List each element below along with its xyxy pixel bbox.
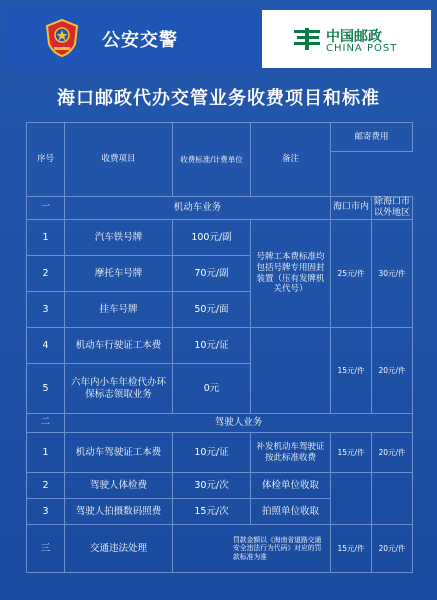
china-post-logo-icon [292, 27, 322, 51]
postage-local: 15元/件 [331, 525, 372, 573]
row-fee: 10元/证 [173, 328, 251, 364]
row-item: 交通违法处理 [65, 525, 173, 573]
table-header-row [27, 123, 413, 152]
postage-other-empty [372, 473, 413, 525]
row-fee: 10元/证 [173, 433, 251, 473]
section-row [27, 196, 413, 220]
row-fee: 15元/次 [173, 499, 251, 525]
postage-sub-header: 海口市内 [331, 196, 372, 220]
row-no: 2 [27, 473, 65, 499]
table-row [27, 433, 413, 473]
row-item: 六年内小车年检代办环保标志领取业务 [65, 364, 173, 414]
police-banner [6, 10, 262, 68]
row-item: 摩托车号牌 [65, 256, 173, 292]
postage-local: 15元/件 [331, 328, 372, 414]
row-remark-empty [251, 328, 331, 414]
row-remark: 体检单位收取 [251, 473, 331, 499]
row-item: 机动车行驶证工本费 [65, 328, 173, 364]
row-fee: 70元/副 [173, 256, 251, 292]
table-row [27, 220, 413, 256]
row-no: 3 [27, 292, 65, 328]
row-no: 5 [27, 364, 65, 414]
row-no: 4 [27, 328, 65, 364]
header-standard: 收费标准/计费单位 [173, 123, 251, 197]
row-no: 三 [27, 525, 65, 573]
row-no: 3 [27, 499, 65, 525]
row-item: 机动车驾驶证工本费 [65, 433, 173, 473]
postage-sub-header: 除海口市以外地区 [372, 196, 413, 220]
row-fee: 0元 [173, 364, 251, 414]
postage-other: 30元/件 [372, 220, 413, 328]
fee-table [26, 122, 413, 573]
header-banner [6, 10, 431, 68]
section-no: 二 [27, 414, 65, 433]
postage-other: 20元/件 [372, 433, 413, 473]
row-no: 2 [27, 256, 65, 292]
china-post-name-en: CHINA POST [326, 43, 398, 54]
police-label: 公安交警 [102, 30, 178, 51]
row-remark: 号牌工本费标准均包括号牌专用固封装置（压有发牌机关代号） [251, 220, 331, 328]
section-row [27, 414, 413, 433]
table-row [27, 328, 413, 364]
postage-other: 20元/件 [372, 525, 413, 573]
row-remark: 拍照单位收取 [251, 499, 331, 525]
police-badge-icon [44, 18, 80, 58]
row-item: 汽车铁号牌 [65, 220, 173, 256]
postage-local: 25元/件 [331, 220, 372, 328]
row-remark: 补发机动车驾驶证按此标准收费 [251, 433, 331, 473]
table-row [27, 525, 413, 573]
row-item: 驾驶人拍摄数码照费 [65, 499, 173, 525]
row-fee: 100元/副 [173, 220, 251, 256]
section-no: 一 [27, 196, 65, 220]
row-fee: 30元/次 [173, 473, 251, 499]
table-row [27, 473, 413, 499]
header-postage: 邮寄费用 [331, 123, 413, 152]
row-no: 1 [27, 220, 65, 256]
postage-local-empty [331, 473, 372, 525]
section-title: 机动车业务 [65, 196, 331, 220]
row-item: 驾驶人体检费 [65, 473, 173, 499]
row-remark: 罚款金额以《海南省道路交通安全违法行为代码》对应的罚款标准为准 [173, 525, 331, 573]
row-fee: 50元/面 [173, 292, 251, 328]
header-item: 收费项目 [65, 123, 173, 197]
header-remark: 备注 [251, 123, 331, 197]
postage-local: 15元/件 [331, 433, 372, 473]
postage-other: 20元/件 [372, 328, 413, 414]
row-item: 挂车号牌 [65, 292, 173, 328]
china-post-name: 中国邮政 [326, 29, 382, 45]
header-no: 序号 [27, 123, 65, 197]
row-no: 1 [27, 433, 65, 473]
page-title: 海口邮政代办交管业务收费项目和标准 [57, 88, 380, 109]
section-title: 驾驶人业务 [65, 414, 413, 433]
